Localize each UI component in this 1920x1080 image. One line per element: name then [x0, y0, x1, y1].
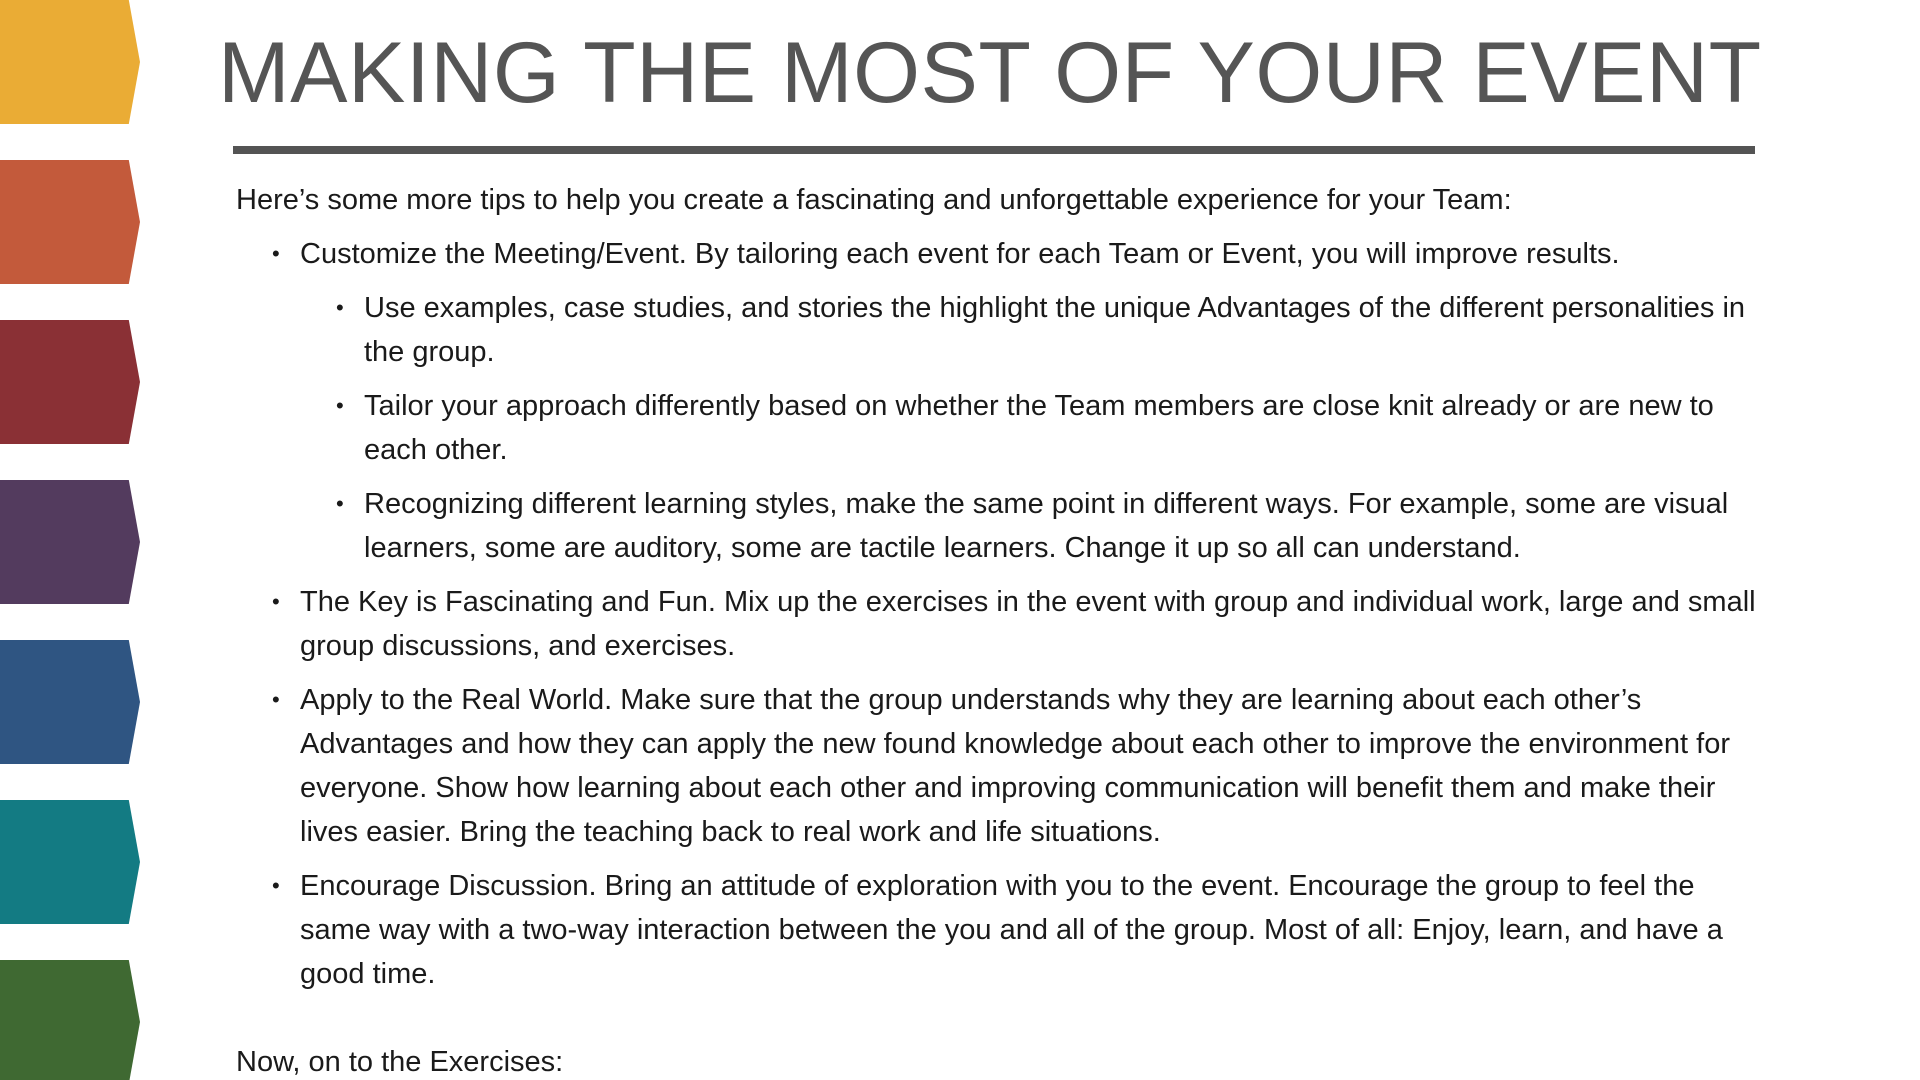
color-tab-yellow: [0, 0, 140, 124]
sub-list-item-text: Tailor your approach differently based on whether the Team members are close knit already or are new to each other.: [364, 390, 1714, 466]
sub-list-item: [300, 482, 1756, 570]
bullet-icon: •: [272, 873, 280, 898]
sub-list-item-text: Use examples, case studies, and stories the highlight the unique Advantages of the different personalities in the group.: [364, 292, 1746, 368]
page-title: MAKING THE MOST OF YOUR EVENT: [218, 25, 1762, 121]
list-item-text: Encourage Discussion. Bring an attitude of exploration with you to the event. Encourage the group to feel the same way with a two-way interaction between the you and all of the group. Most of all: Enjoy, learn, and have a good time.: [300, 870, 1723, 990]
intro-text: Here’s some more tips to help you create a fascinating and unforgettable experience for your Team:: [236, 184, 1512, 216]
list-item-text: Customize the Meeting/Event. By tailoring each event for each Team or Event, you will improve results.: [300, 238, 1620, 270]
bullet-icon: •: [272, 241, 280, 266]
outro-text: Now, on to the Exercises:: [236, 1046, 564, 1078]
bullet-icon: •: [336, 295, 344, 320]
color-tab-teal: [0, 800, 140, 924]
sub-list-item-text: Recognizing different learning styles, make the same point in different ways. For example, some are visual learners, some are auditory, some are tactile learners. Change it up so all can understand.: [364, 488, 1729, 564]
sub-list-item: [300, 286, 1756, 374]
tips-content: [236, 178, 1756, 1006]
list-item: [236, 678, 1756, 854]
color-tab-orange: [0, 160, 140, 284]
tips-list: [236, 232, 1756, 996]
list-item: [236, 580, 1756, 668]
bullet-icon: •: [336, 491, 344, 516]
list-item: [236, 864, 1756, 996]
list-item: [236, 232, 1756, 570]
bullet-icon: •: [272, 589, 280, 614]
color-tab-purple: [0, 480, 140, 604]
color-tab-blue: [0, 640, 140, 764]
title-divider: [233, 146, 1755, 154]
list-item-text: Apply to the Real World. Make sure that the group understands why they are learning about each other’s Advantages and how they can apply the new found knowledge about each other to improve the environment for everyone. Show how learning about each other and improving communication will benefit them and make their lives easier. Bring the teaching back to real work and life situations.: [300, 684, 1730, 848]
sub-list: [300, 286, 1756, 570]
color-tab-red: [0, 320, 140, 444]
bullet-icon: •: [272, 687, 280, 712]
list-item-text: The Key is Fascinating and Fun. Mix up the exercises in the event with group and individual work, large and small group discussions, and exercises.: [300, 586, 1756, 662]
color-tab-green: [0, 960, 140, 1080]
sub-list-item: [300, 384, 1756, 472]
bullet-icon: •: [336, 393, 344, 418]
